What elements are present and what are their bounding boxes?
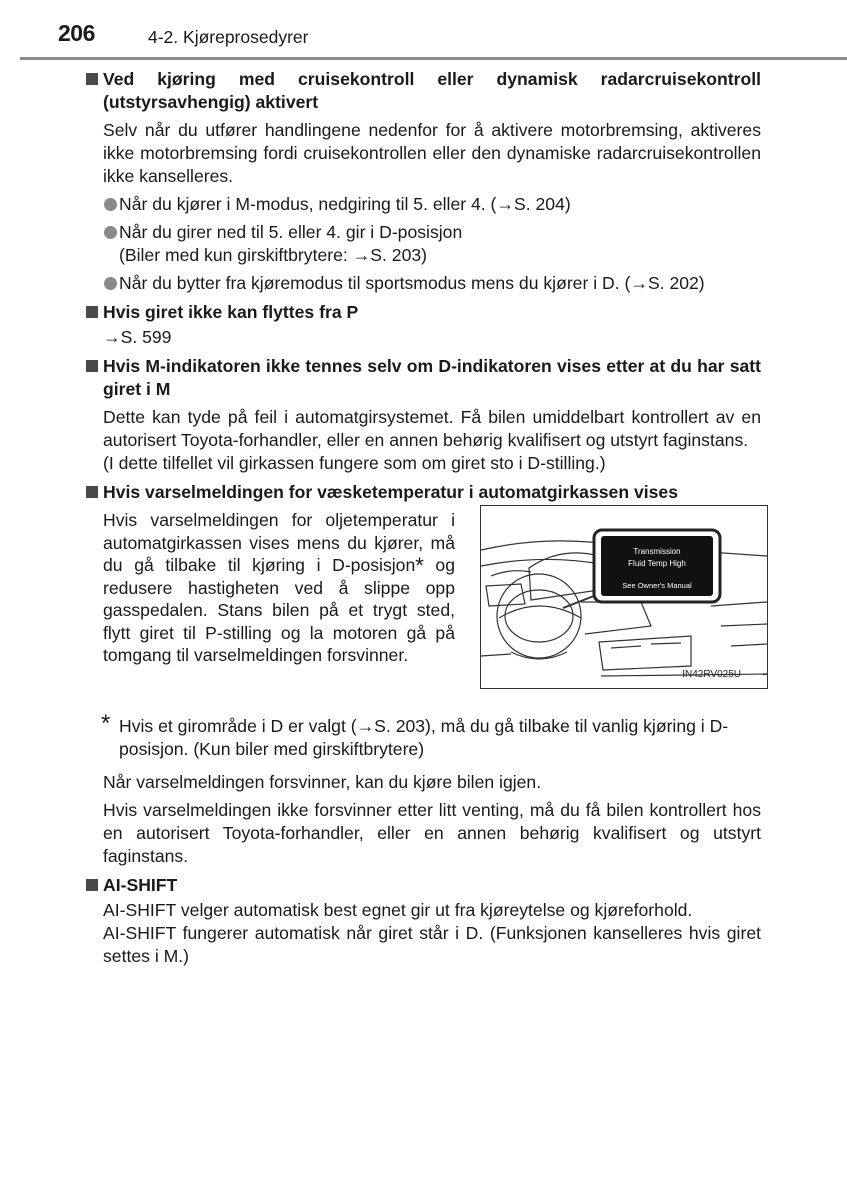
heading-fluid-temp-warning: Hvis varselmeldingen for væsketemperatur i automatgirkassen vises — [85, 481, 761, 504]
list-item: Når du kjører i M-modus, nedgiring til 5. eller 4. (→S. 204) — [85, 193, 761, 216]
square-bullet-icon — [86, 360, 98, 372]
paragraph-m-indicator: Dette kan tyde på feil i automatgirsystemet. Få bilen umiddelbart kontrollert av en autorisert Toyota-forhandler, eller en annen behørig kvalifisert og utstyrt faginstans. — [103, 407, 761, 450]
paragraph-ai-shift-2: AI-SHIFT fungerer automatisk når giret står i D. (Funksjonen kanselleres hvis giret settes i M.) — [103, 923, 761, 966]
list-item: Når du girer ned til 5. eller 4. gir i D-posisjon (Biler med kun girskiftbrytere: →S. 203) — [85, 221, 761, 267]
paragraph-contact-dealer: Hvis varselmeldingen ikke forsvinner etter litt venting, må du få bilen kontrollert hos en autorisert Toyota-forhandler, eller en annen behørig kvalifisert og utstyrt faginstans. — [103, 800, 761, 866]
list-item: Når du bytter fra kjøremodus til sportsmodus mens du kjører i D. (→S. 202) — [85, 272, 761, 295]
section-title: 4-2. Kjøreprosedyrer — [148, 27, 309, 47]
circle-bullet-icon — [104, 226, 117, 239]
footnote-marker: * — [101, 710, 111, 737]
footnote: * Hvis et girområde i D er valgt (→S. 203), må du gå tilbake til vanlig kjøring i D-posisjon. (Kun biler med girskiftbrytere) — [101, 710, 729, 759]
paragraph-ai-shift: AI-SHIFT velger automatisk best egnet gir ut fra kjøreytelse og kjøreforhold. — [103, 900, 693, 920]
heading-ai-shift: AI-SHIFT — [85, 874, 761, 897]
header-rule — [20, 57, 847, 60]
display-line-2: Fluid Temp High — [628, 559, 686, 568]
page-header — [0, 0, 847, 62]
heading-park: Hvis giret ikke kan flyttes fra P — [85, 301, 761, 324]
heading-cruise-control: Ved kjøring med cruisekontroll eller dynamisk radarcruisekontroll (utstyrsavhengig) aktivert — [85, 68, 761, 114]
square-bullet-icon — [86, 486, 98, 498]
warning-block — [85, 509, 761, 715]
paragraph-cruise-control: Selv når du utfører handlingene nedenfor for å aktivere motorbremsing, aktiveres ikke motorbremsing fordi cruisekontrollen eller den dynamiske radarcruisekontrollen ikke kanselleres. — [103, 120, 761, 186]
circle-bullet-icon — [104, 277, 117, 290]
page-reference: →S. 599 — [103, 327, 172, 347]
square-bullet-icon — [86, 879, 98, 891]
paragraph-after-warning: Når varselmeldingen forsvinner, kan du kjøre bilen igjen. — [103, 772, 542, 792]
dashboard-drawing — [481, 506, 767, 688]
paragraph-m-indicator-note: (I dette tilfellet vil girkassen fungere som om giret sto i D-stilling.) — [103, 453, 606, 473]
figure-code: IN42RV025U — [682, 669, 741, 680]
paragraph-warning: Hvis varselmeldingen for oljetemperatur i automatgirkassen vises mens du kjører, må du gå tilbake til kjøring i D-posisjon* og redusere hastigheten ved å slippe opp gasspedalen. Stans bilen på et trygt sted, flytt giret til P-stilling og la motoren gå på tomgang til varselmeldingen forsvinner. — [103, 510, 455, 665]
footnote-marker: * — [415, 553, 424, 578]
page-content — [85, 68, 761, 968]
square-bullet-icon — [86, 306, 98, 318]
display-line-1: Transmission — [633, 547, 681, 556]
heading-m-indicator: Hvis M-indikatoren ikke tennes selv om D-indikatoren vises etter at du har satt giret i M — [85, 355, 761, 401]
page-number: 206 — [58, 20, 95, 46]
dashboard-illustration — [480, 505, 768, 689]
square-bullet-icon — [86, 73, 98, 85]
display-line-3: See Owner's Manual — [622, 581, 692, 590]
list-item-sub: (Biler med kun girskiftbrytere: →S. 203) — [119, 245, 427, 265]
circle-bullet-icon — [104, 198, 117, 211]
